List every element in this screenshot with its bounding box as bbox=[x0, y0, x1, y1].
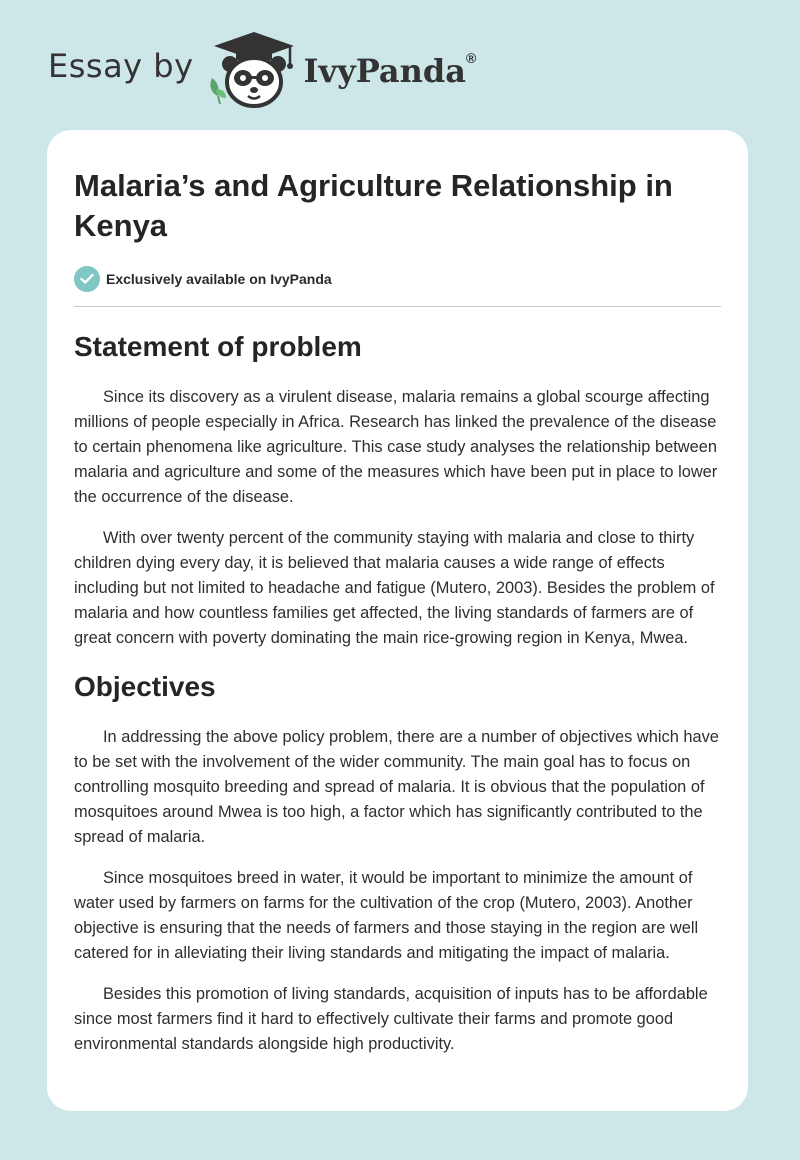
section-heading-statement-of-problem: Statement of problem bbox=[74, 331, 362, 362]
exclusive-label: Exclusively available on IvyPanda bbox=[106, 271, 332, 287]
check-icon bbox=[74, 266, 100, 292]
brand-name: IvyPanda® bbox=[303, 50, 477, 90]
paragraph: Since its discovery as a virulent disease, malaria remains a global scourge affecting millions of people especially in Africa. Research has linked the prevalence of the disease to certain phenomena like agriculture. This case study analyses the relationship between malaria and agriculture and some of the measures which have been put in place to lower the occurrence of the disease. bbox=[74, 388, 718, 506]
registered-mark: ® bbox=[466, 50, 477, 66]
divider bbox=[74, 306, 721, 307]
ivypanda-logo[interactable] bbox=[206, 30, 477, 110]
exclusive-badge bbox=[74, 266, 721, 292]
paragraph: With over twenty percent of the community staying with malaria and close to thirty children dying every day, it is believed that malaria causes a wide range of effects including but not limited to headache and fatigue (Mutero, 2003). Besides the problem of malaria and how countless families get affected, the living standards of farmers are of great concern with poverty dominating the main rice-growing region in Kenya, Mwea. bbox=[74, 529, 715, 647]
paragraph: In addressing the above policy problem, there are a number of objectives which have to be set with the involvement of the wider community. The main goal has to focus on controlling mosquito breeding and spread of malaria. It is obvious that the population of mosquitoes around Mwea is too high, a factor which has significantly contributed to the spread of malaria. bbox=[74, 728, 719, 846]
paragraph: Besides this promotion of living standards, acquisition of inputs has to be affordable since most farmers find it hard to effectively cultivate their farms and promote good environmental standards alongside high productivity. bbox=[74, 985, 708, 1053]
paragraph: Since mosquitoes breed in water, it would be important to minimize the amount of water used by farmers on farms for the cultivation of the crop (Mutero, 2003). Another objective is ensuring that the needs of farmers and those staying in the region are well catered for in alleviating their living standards and mitigating the impact of malaria. bbox=[74, 869, 699, 962]
site-header bbox=[48, 30, 548, 110]
panda-mascot-icon bbox=[206, 30, 302, 110]
essay-card bbox=[47, 130, 748, 1111]
essay-title: Malaria’s and Agriculture Relationship in Kenya bbox=[74, 168, 673, 243]
section-heading-objectives: Objectives bbox=[74, 671, 216, 702]
essay-by-label: Essay by bbox=[48, 47, 194, 85]
